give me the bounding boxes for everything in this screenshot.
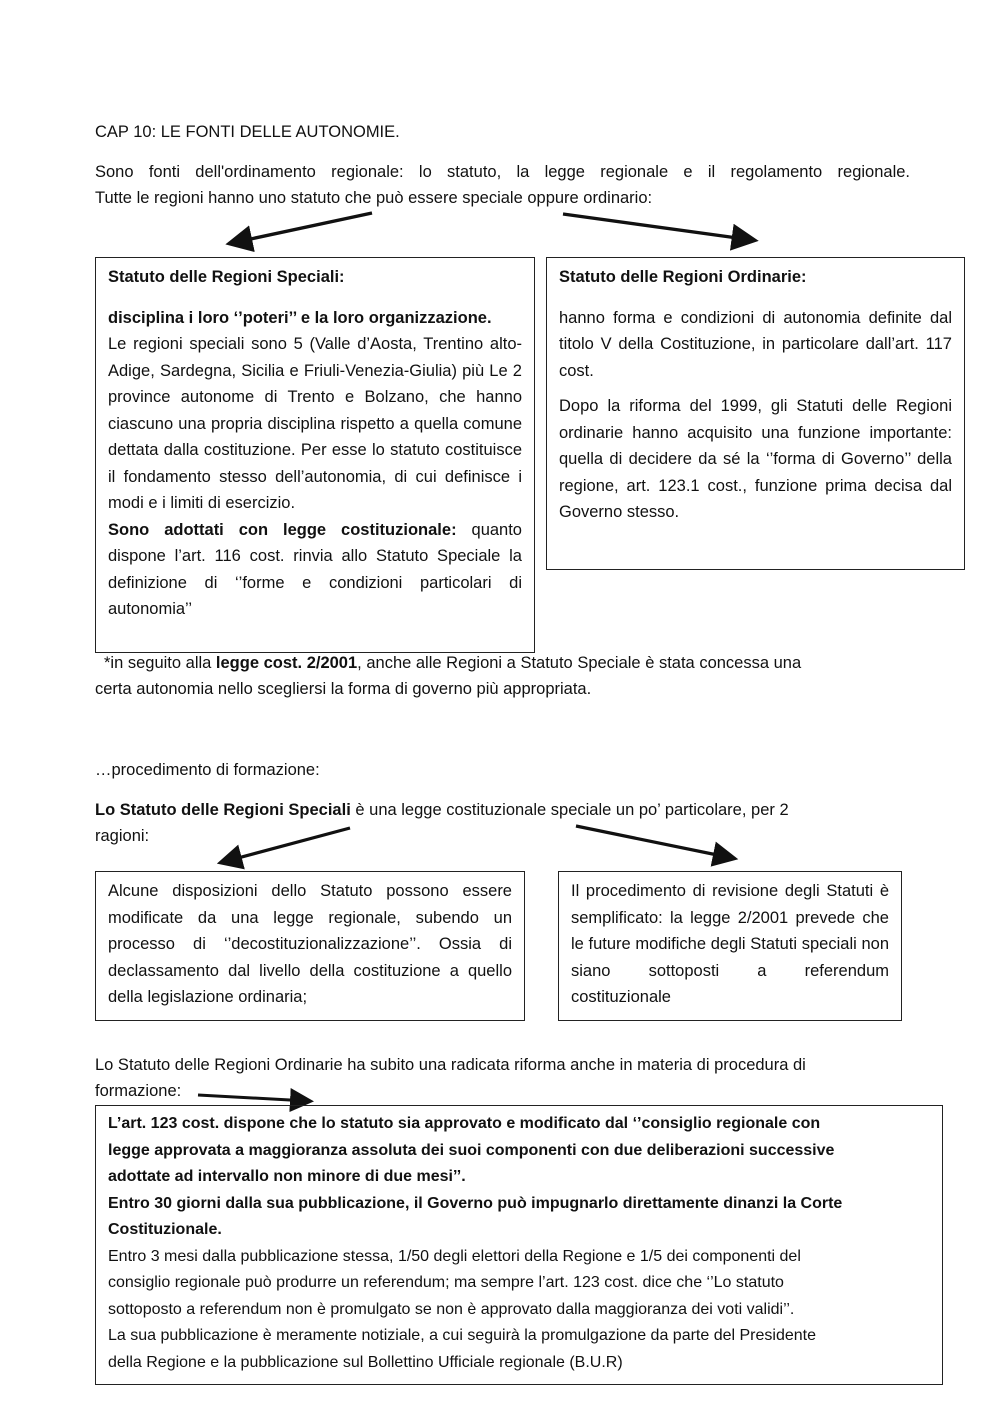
box-ordinarie-para1: hanno forma e condizioni di autonomia definite dal titolo V della Costituzione, in particolare dall’art. 117 cost. xyxy=(559,308,952,380)
arrow-to-ordinarie xyxy=(563,214,752,240)
note-paragraph xyxy=(95,650,895,702)
art123-bold1-line3: adottate ad intervallo non minore di due mesi’’. xyxy=(108,1168,466,1185)
box-speciali-bold-lead: Sono adottati con legge costituzionale: xyxy=(108,520,457,539)
intro-line-2: Tutte le regioni hanno uno statuto che può essere speciale oppure ordinario: xyxy=(95,189,653,207)
speciali-intro-line-1 xyxy=(95,797,895,823)
speciali-intro xyxy=(95,797,895,849)
art123-bold-block-2 xyxy=(108,1191,930,1244)
box-speciali-adozione xyxy=(108,517,522,623)
box-statuto-speciali xyxy=(95,257,535,653)
art123-line1: Entro 3 mesi dalla pubblicazione stessa, 1/50 degli elettori della Regione e 1/5 dei componenti del xyxy=(108,1247,801,1265)
art123-bold1-line2: legge approvata a maggioranza assoluta dei suoi componenti con due deliberazioni successive xyxy=(108,1141,835,1159)
art123-line2: consiglio regionale può produrre un referendum; ma sempre l’art. 123 cost. dice che ‘’Lo statuto xyxy=(108,1274,784,1291)
box-revisione-text: Il procedimento di revisione degli Statuti è semplificato: la legge 2/2001 prevede che le future modifiche degli Statuti speciali non siano sottoposti a referendum costituzionale xyxy=(571,882,889,1006)
ordinarie-intro xyxy=(95,1052,905,1104)
art123-regular-block xyxy=(108,1244,930,1377)
procedimento-heading: …procedimento di formazione: xyxy=(95,761,320,779)
speciali-intro-line-2: ragioni: xyxy=(95,827,150,845)
note-line-2: certa autonomia nello scegliersi la forma di governo più appropriata. xyxy=(95,680,592,698)
box-statuto-ordinarie xyxy=(546,257,965,570)
art123-bold-block-1 xyxy=(108,1111,930,1191)
note-bold: legge cost. 2/2001 xyxy=(215,654,358,672)
box-revisione xyxy=(558,871,902,1021)
box-speciali-title: Statuto delle Regioni Speciali: xyxy=(108,268,345,286)
box-speciali-rest: quanto dispone l’art. 116 cost. rinvia allo Statuto Speciale la definizione di ‘’forme e condizioni particolari di autonomia’’ xyxy=(108,520,522,618)
box-art-123 xyxy=(95,1105,943,1385)
art123-bold1-line1: L’art. 123 cost. dispone che lo statuto sia approvato e modificato dal ‘’consiglio regionale con xyxy=(108,1115,821,1132)
intro-line-1: Sono fonti dell'ordinamento regionale: lo statuto, la legge regionale e il regolamento regionale. xyxy=(95,163,910,181)
intro-paragraph xyxy=(95,159,910,211)
speciali-intro-rest: è una legge costituzionale speciale un po’ particolare, per 2 xyxy=(350,801,789,819)
art123-line3: sottoposto a referendum non è promulgato se non è approvato dalla maggioranza dei voti validi’’. xyxy=(108,1300,795,1318)
art123-line4: La sua pubblicazione è meramente notiziale, a cui seguirà la promulgazione da parte del Presidente xyxy=(108,1327,816,1344)
ordinarie-intro-line-2: formazione: xyxy=(95,1082,182,1100)
note-post: , anche alle Regioni a Statuto Speciale è stata concessa una xyxy=(357,654,802,672)
speciali-intro-bold: Lo Statuto delle Regioni Speciali xyxy=(95,801,351,819)
box-ordinarie-para2: Dopo la riforma del 1999, gli Statuti delle Regioni ordinarie hanno acquisito una funzione importante: quella di decidere da sé la ‘’forma di Governo’’ della regione, art. 123.1 cost., funzione prima decisa dal Governo stesso. xyxy=(559,397,952,521)
note-line-1 xyxy=(95,650,895,676)
art123-line5: della Regione e la pubblicazione sul Bollettino Ufficiale regionale (B.U.R) xyxy=(108,1353,623,1371)
art123-bold2-line1: Entro 30 giorni dalla sua pubblicazione, il Governo può impugnarlo direttamente dinanzi la Corte xyxy=(108,1194,843,1212)
art123-bold2-line2: Costituzionale. xyxy=(108,1221,222,1238)
chapter-title: CAP 10: LE FONTI DELLE AUTONOMIE. xyxy=(95,123,400,141)
note-pre: *in seguito alla xyxy=(104,654,216,672)
box-decost-text: Alcune disposizioni dello Statuto possono essere modificate da una legge regionale, subendo un processo di ‘’decostituzionalizzazione’’. Ossia di declassamento dal livello della costituzione a quello della legislazione ordinaria; xyxy=(108,882,512,1006)
box-decostituzionalizzazione xyxy=(95,871,525,1021)
arrow-to-speciali xyxy=(232,213,372,243)
box-speciali-body: Le regioni speciali sono 5 (Valle d’Aosta, Trentino alto-Adige, Sardegna, Sicilia e Friuli-Venezia-Giulia) più Le 2 province autonome di Trento e Bolzano, che hanno ciascuno una propria disciplina rispetto a quella comune dettata dalla costituzione. Per esse lo statuto costituisce il fondamento stesso dell’autonomia, di cui definisce i modi e i limiti di esercizio. xyxy=(108,335,522,512)
box-ordinarie-title: Statuto delle Regioni Ordinarie: xyxy=(559,268,807,286)
box-speciali-bold-line: disciplina i loro ‘’poteri’’ e la loro organizzazione. xyxy=(108,308,492,327)
ordinarie-intro-line-1: Lo Statuto delle Regioni Ordinarie ha subito una radicata riforma anche in materia di procedura di xyxy=(95,1056,806,1074)
